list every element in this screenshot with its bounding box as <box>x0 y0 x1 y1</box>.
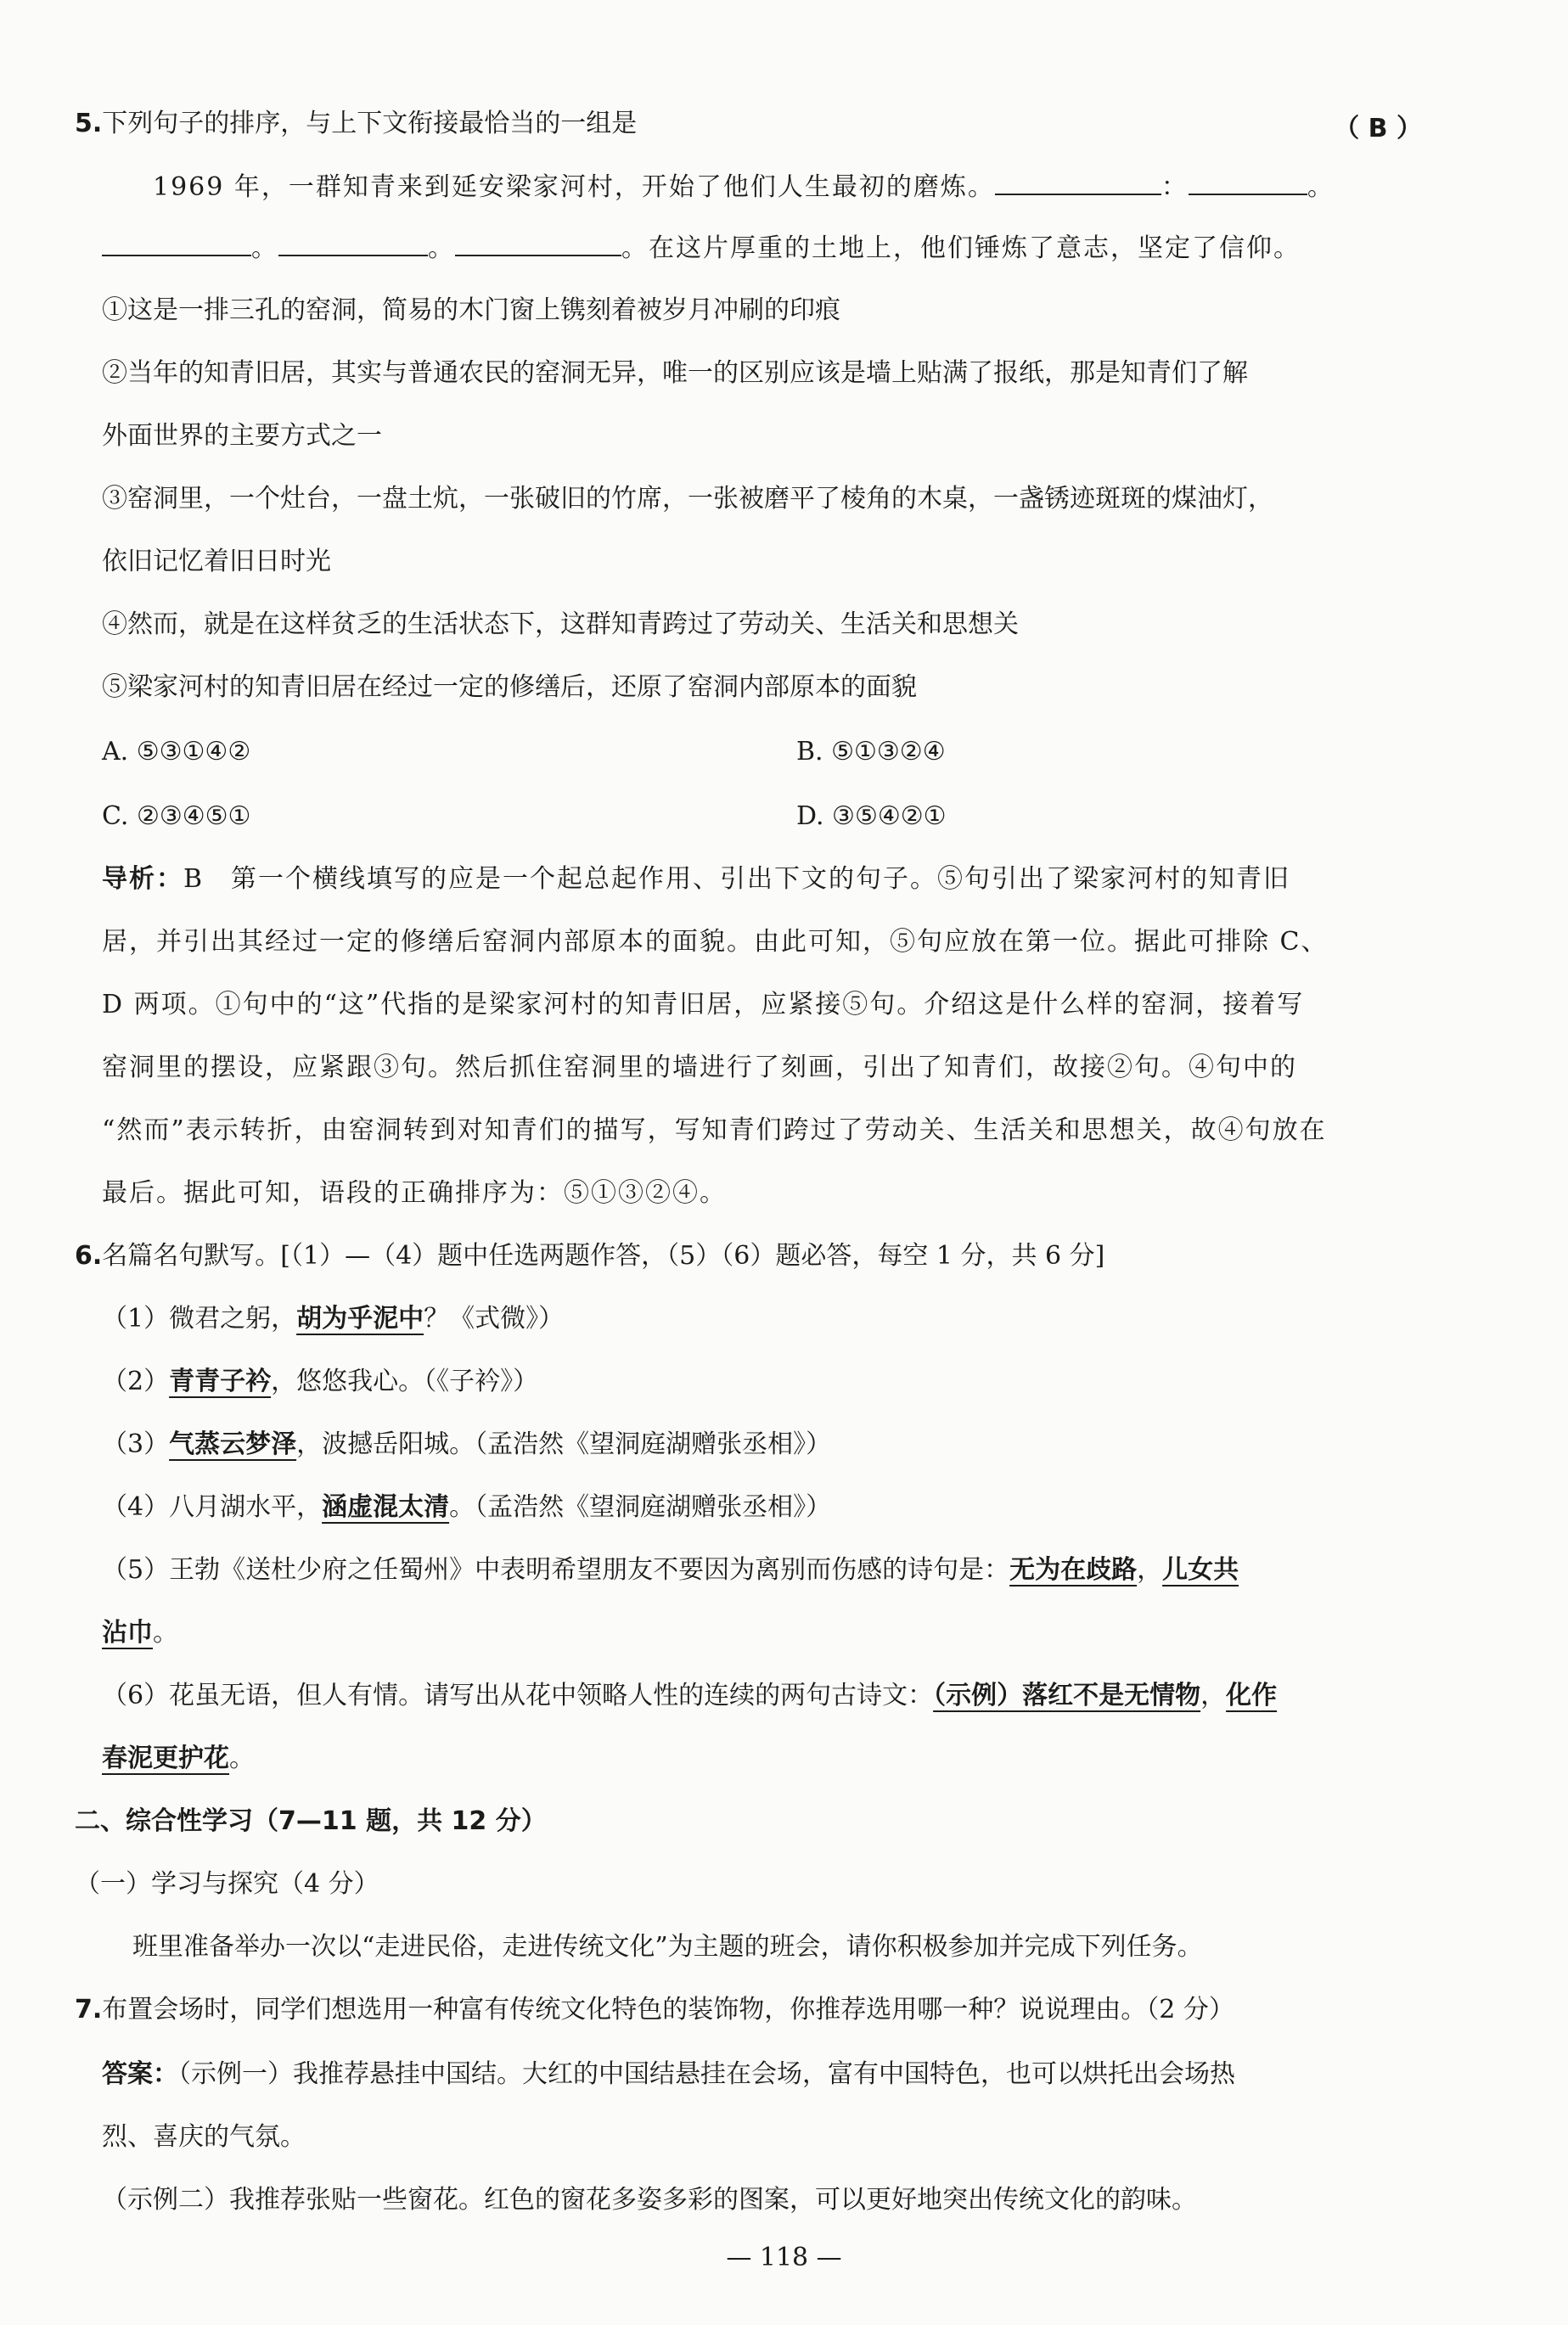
section-2-heading: 二、综合性学习（7—11 题，共 12 分） <box>75 1806 547 1836</box>
q6-item-1-prefix: （1）微君之躬， <box>102 1304 297 1334</box>
q6-item-5-line-2 <box>102 1616 178 1650</box>
q5-explanation-text-1: B 第一个横线填写的应是一个起总起作用、引出下文的句子。⑤句引出了梁家河村的知青旧 <box>183 864 1291 894</box>
q5-stem: 下列句子的排序，与上下文衔接最恰当的一组是 <box>102 109 638 138</box>
q5-number: 5. <box>75 109 103 138</box>
q5-option-d[interactable]: D. ③⑤④②① <box>796 801 947 831</box>
section-2-intro: 班里准备举办一次以“走进民俗，走进传统文化”为主题的班会，请你积极参加并完成下列任务。 <box>132 1932 1203 1962</box>
q6-item-3-answer: 气蒸云梦泽 <box>169 1429 297 1459</box>
q5-blank-4[interactable] <box>278 231 428 256</box>
q5-explanation-line-4: 窑洞里的摆设，应紧跟③句。然后抓住窑洞里的墙进行了刻画，引出了知青们，故接②句。④句中的 <box>102 1053 1297 1082</box>
q6-item-5-answer-3: 沾巾 <box>102 1618 153 1648</box>
q6-item-2 <box>102 1365 538 1399</box>
q5-explanation-label: 导析： <box>102 864 183 894</box>
q6-item-6-separator: ， <box>1200 1681 1227 1710</box>
q6-item-6-answer-2: 化作 <box>1226 1681 1278 1710</box>
q6-item-6-suffix: 。 <box>229 1744 255 1773</box>
q5-blank-5[interactable] <box>455 231 621 256</box>
q6-item-5-suffix: 。 <box>153 1618 178 1648</box>
q5-explanation-line-5: “然而”表示转折，由窑洞转到对知青们的描写，写知青们跨过了劳动关、生活关和思想关，故④句放在 <box>102 1115 1327 1145</box>
q5-sentence-1: ①这是一排三孔的窑洞，简易的木门窗上镌刻着被岁月冲刷的印痕 <box>102 295 840 325</box>
q5-option-c[interactable]: C. ②③④⑤① <box>102 801 251 831</box>
q7-answer-line-1 <box>102 2058 1235 2092</box>
q7-answer-line-3: （示例二）我推荐张贴一些窗花。红色的窗花多姿多彩的图案，可以更好地突出传统文化的韵味。 <box>102 2185 1197 2215</box>
q6-item-2-suffix: ，悠悠我心。（《子衿》） <box>271 1367 539 1396</box>
q5-option-b[interactable]: B. ⑤①③②④ <box>796 737 946 767</box>
q6-item-6-line-2 <box>102 1742 255 1776</box>
q6-item-5-separator: ， <box>1137 1555 1163 1585</box>
q5-passage-line-1 <box>153 170 1335 205</box>
q5-sentence-3-line-1: ③窑洞里，一个灶台，一盘土炕，一张破旧的竹席，一张被磨平了棱角的木桌，一盏锈迹斑斑的煤油灯， <box>102 484 1273 514</box>
q6-item-5-line-1 <box>102 1553 1239 1587</box>
q6-item-6-answer-1: （示例）落红不是无情物 <box>933 1681 1201 1710</box>
section-2-subheading: （一）学习与探究（4 分） <box>75 1869 379 1899</box>
q5-sentence-2-line-2: 外面世界的主要方式之一 <box>102 421 382 451</box>
q6-stem-line <box>75 1239 1104 1273</box>
q5-answer-bracket: （ B ） <box>1334 114 1422 143</box>
q5-sentence-4: ④然而，就是在这样贫乏的生活状态下，这群知青跨过了劳动关、生活关和思想关 <box>102 609 1019 639</box>
q7-answer-label: 答案： <box>102 2059 178 2089</box>
q7-stem: 布置会场时，同学们想选用一种富有传统文化特色的装饰物，你推荐选用哪一种？说说理由。（2 分） <box>102 1995 1234 2025</box>
q6-item-1-answer: 胡为乎泥中 <box>296 1304 424 1334</box>
q5-blank-3[interactable] <box>102 231 251 256</box>
q6-item-5-answer-2: 儿女共 <box>1162 1555 1239 1585</box>
q6-item-4-answer: 涵虚混太清 <box>322 1492 450 1522</box>
q5-sentence-5: ⑤梁家河村的知青旧居在经过一定的修缮后，还原了窑洞内部原本的面貌 <box>102 672 917 702</box>
q7-number: 7. <box>75 1995 103 2025</box>
page-number: — 118 — <box>726 2243 842 2272</box>
q5-passage-end: 。在这片厚重的土地上，他们锤炼了意志，坚定了信仰。 <box>621 233 1301 263</box>
q6-item-4-suffix: 。（孟浩然《望洞庭湖赠张丞相》） <box>449 1492 832 1522</box>
q5-option-a[interactable]: A. ⑤③①④② <box>102 737 251 767</box>
q5-explanation-line-3: D 两项。①句中的“这”代指的是梁家河村的知青旧居，应紧接⑤句。介绍这是什么样的窑洞，接着写 <box>102 990 1305 1019</box>
q6-item-6-line-1 <box>102 1679 1277 1713</box>
q5-blank-1[interactable] <box>995 170 1161 195</box>
q6-item-5-prefix: （5）王勃《送杜少府之任蜀州》中表明希望朋友不要因为离别而伤感的诗句是： <box>102 1555 1010 1585</box>
q5-explanation-line-6: 最后。据此可知，语段的正确排序为：⑤①③②④。 <box>102 1178 727 1208</box>
q5-blank-2[interactable] <box>1189 170 1307 195</box>
q6-item-4-prefix: （4）八月湖水平， <box>102 1492 323 1522</box>
q6-item-3-prefix: （3） <box>102 1429 170 1459</box>
q5-period-2: 。 <box>251 233 278 263</box>
q5-explanation-line-2: 居，并引出其经过一定的修缮后窑洞内部原本的面貌。由此可知，⑤句应放在第一位。据此可排除 C、 <box>102 927 1329 957</box>
q5-period-3: 。 <box>428 233 455 263</box>
q6-item-1-suffix: ？《式微》） <box>424 1304 565 1334</box>
q6-item-1 <box>102 1302 564 1336</box>
q5-passage-line-2 <box>102 231 1301 266</box>
q7-answer-text-1: （示例一）我推荐悬挂中国结。大红的中国结悬挂在会场，富有中国特色，也可以烘托出会场热 <box>178 2059 1235 2089</box>
q6-item-6-prefix: （6）花虽无语，但人有情。请写出从花中领略人性的连续的两句古诗文： <box>102 1681 934 1710</box>
q5-colon: ： <box>1161 172 1189 202</box>
q6-item-3 <box>102 1428 831 1462</box>
q6-item-2-answer: 青青子衿 <box>169 1367 272 1396</box>
q6-item-4 <box>102 1491 831 1525</box>
q6-item-3-suffix: ，波撼岳阳城。（孟浩然《望洞庭湖赠张丞相》） <box>296 1429 832 1459</box>
q6-number: 6. <box>75 1241 103 1271</box>
q7-stem-line <box>75 1993 1234 2027</box>
q6-item-2-prefix: （2） <box>102 1367 170 1396</box>
q7-answer-line-2: 烈、喜庆的气氛。 <box>102 2122 306 2152</box>
q6-item-5-answer-1: 无为在歧路 <box>1009 1555 1138 1585</box>
q5-passage-start: 1969 年，一群知青来到延安梁家河村，开始了他们人生最初的磨炼。 <box>153 172 995 202</box>
q5-period-1: 。 <box>1307 172 1335 202</box>
q6-stem: 名篇名句默写。[（1）—（4）题中任选两题作答，（5）（6）题必答，每空 1 分，共 6 分] <box>102 1241 1105 1271</box>
q5-sentence-2-line-1: ②当年的知青旧居，其实与普通农民的窑洞无异，唯一的区别应该是墙上贴满了报纸，那是知青们了解 <box>102 358 1248 388</box>
q5-stem-line <box>75 107 637 141</box>
q6-item-6-answer-3: 春泥更护花 <box>102 1744 229 1773</box>
q5-explanation-line-1 <box>102 862 1290 896</box>
q5-sentence-3-line-2: 依旧记忆着旧日时光 <box>102 547 331 576</box>
